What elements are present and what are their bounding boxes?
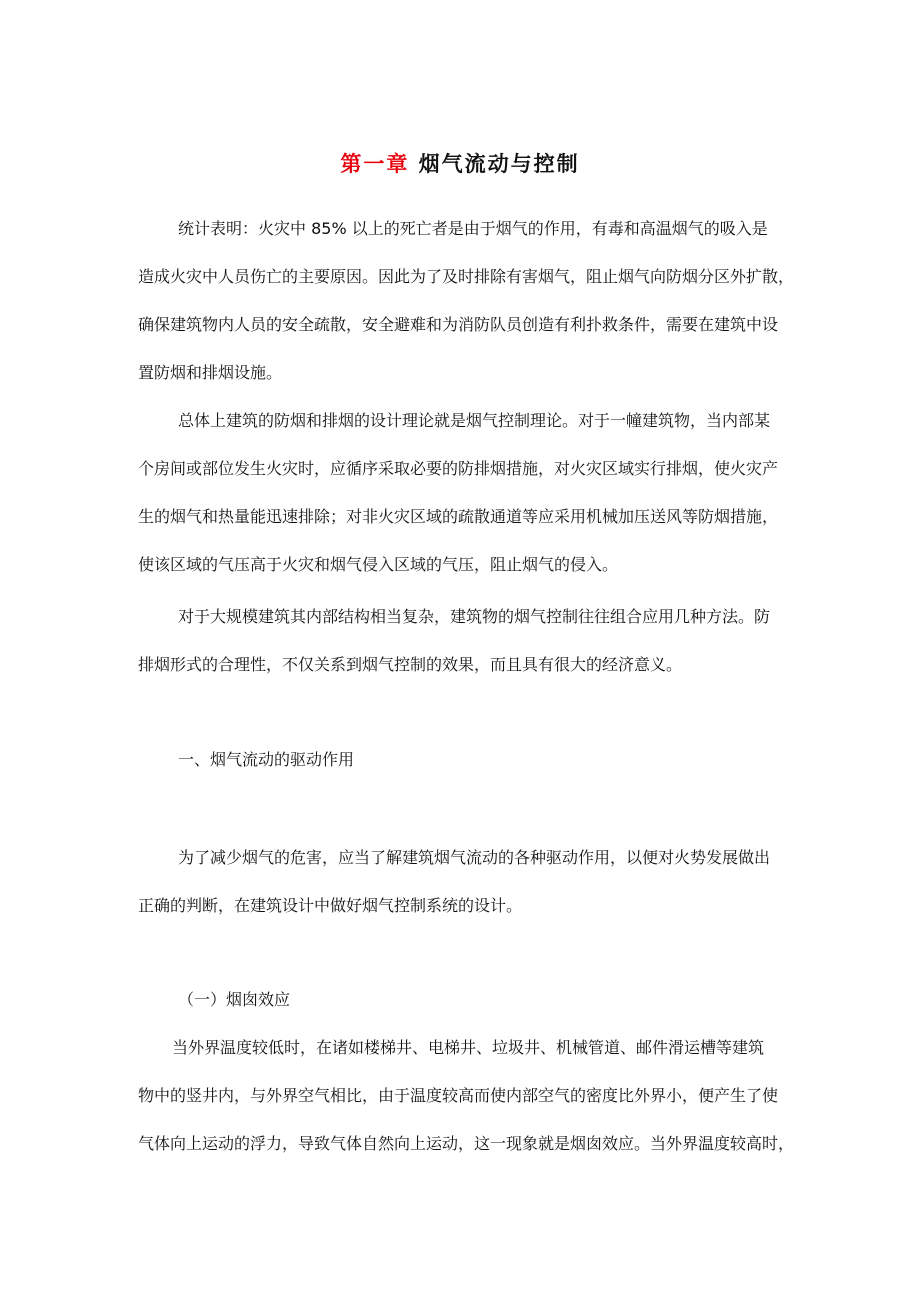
paragraph-line: 当外界温度较低时，在诸如楼梯井、电梯井、垃圾井、机械管道、邮件滑运槽等建筑 [172, 1038, 765, 1057]
paragraph-line: 个房间或部位发生火灾时，应循序采取必要的防排烟措施，对火灾区域实行排烟，使火灾产 [138, 459, 779, 478]
paragraph-line: 总体上建筑的防烟和排烟的设计理论就是烟气控制理论。对于一幢建筑物，当内部某 [178, 411, 771, 430]
chapter-title [0, 148, 920, 178]
paragraph-line: 确保建筑物内人员的安全疏散，安全避难和为消防队员创造有利扑救条件，需要在建筑中设 [138, 315, 779, 334]
paragraph-line: 生的烟气和热量能迅速排除；对非火灾区域的疏散通道等应采用机械加压送风等防烟措施， [138, 507, 779, 526]
paragraph-line: 气体向上运动的浮力，导致气体自然向上运动，这一现象就是烟囱效应。当外界温度较高时， [138, 1134, 795, 1153]
paragraph-line: 造成火灾中人员伤亡的主要原因。因此为了及时排除有害烟气，阻止烟气向防烟分区外扩散， [138, 267, 795, 286]
paragraph-line: 正确的判断，在建筑设计中做好烟气控制系统的设计。 [138, 896, 523, 915]
paragraph-line: 为了减少烟气的危害，应当了解建筑烟气流动的各种驱动作用，以便对火势发展做出 [178, 848, 771, 867]
chapter-name: 烟气流动与控制 [418, 152, 580, 176]
section-heading: 一、烟气流动的驱动作用 [178, 750, 355, 769]
paragraph-line: 置防烟和排烟设施。 [138, 363, 283, 382]
paragraph-1 [138, 205, 798, 397]
paragraph-line: 对于大规模建筑其内部结构相当复杂，建筑物的烟气控制往往组合应用几种方法。防 [178, 607, 771, 626]
chapter-number: 第一章 [340, 152, 410, 176]
paragraph-4 [138, 834, 798, 930]
paragraph-2 [138, 397, 798, 589]
subsection-heading: （一）烟囱效应 [178, 990, 291, 1009]
paragraph-5 [138, 1024, 798, 1168]
paragraph-line: 排烟形式的合理性，不仅关系到烟气控制的效果，而且具有很大的经济意义。 [138, 655, 683, 674]
paragraph-3 [138, 593, 798, 689]
paragraph-line: 使该区域的气压高于火灾和烟气侵入区域的气压，阻止烟气的侵入。 [138, 555, 619, 574]
paragraph-line: 物中的竖井内，与外界空气相比，由于温度较高而使内部空气的密度比外界小，便产生了使 [138, 1086, 779, 1105]
paragraph-line: 统计表明：火灾中 85% 以上的死亡者是由于烟气的作用，有毒和高温烟气的吸入是 [178, 219, 768, 238]
